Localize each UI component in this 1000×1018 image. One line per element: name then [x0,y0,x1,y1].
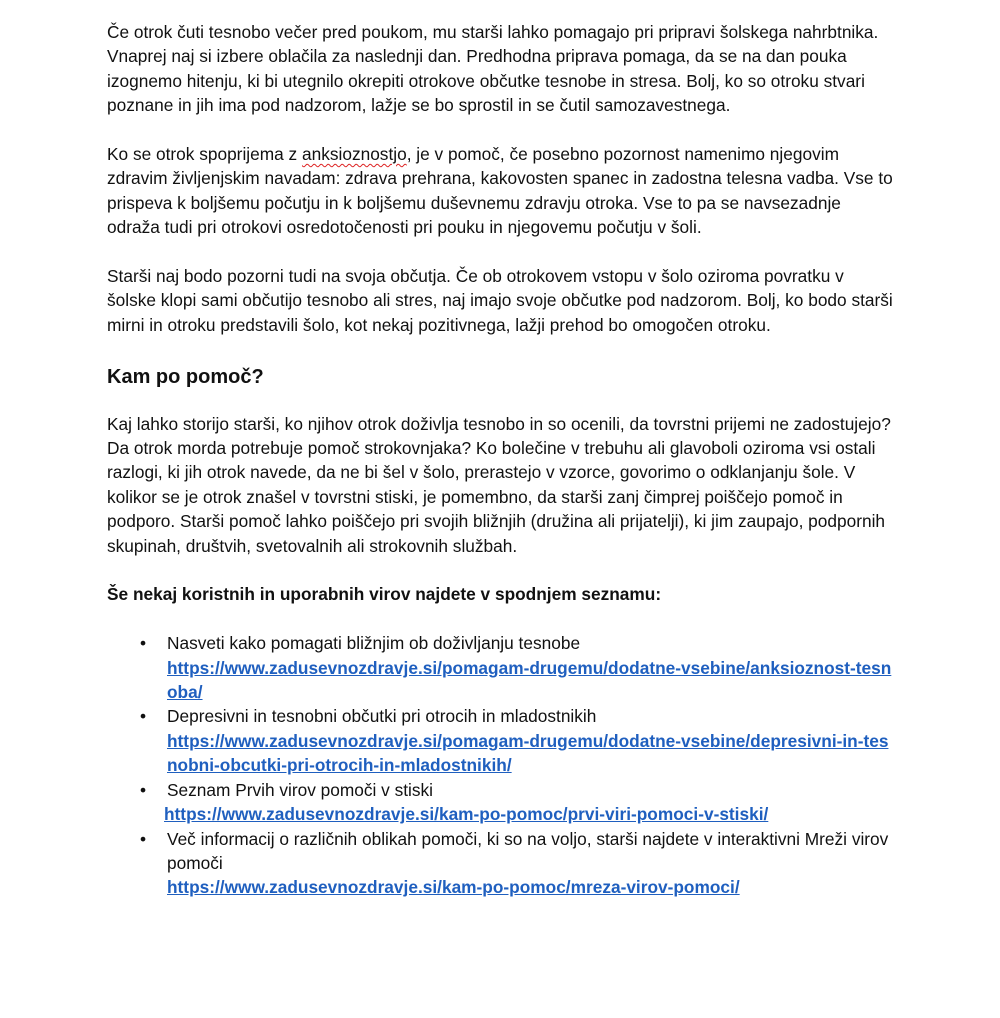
bullet-icon: • [139,828,147,849]
source-link[interactable]: https://www.zadusevnozdravje.si/kam-po-pomoc/mreza-virov-pomoci/ [167,877,740,898]
paragraph-parents-feelings: Starši naj bodo pozorni tudi na svoja občutja. Če ob otrokovem vstopu v šolo oziroma povratku v šolske klopi sami občutijo tesnobo ali stres, naj imajo svoje občutke pod nadzorom. Bolj, ko bodo starši mirni in otroku predstavili šolo, kot nekaj pozitivnega, lažji prehod bo omogočen otroku. [107,266,893,335]
list-item [107,778,897,827]
sources-list [107,631,897,899]
paragraph-healthy-habits [107,142,897,240]
bullet-icon: • [139,633,147,654]
section-heading: Kam po pomoč? [107,365,264,388]
paragraph-text: Ko se otrok spoprijema z [107,144,302,165]
source-link[interactable]: https://www.zadusevnozdravje.si/kam-po-pomoc/prvi-viri-pomoci-v-stiski/ [164,804,769,825]
list-item [107,827,897,900]
list-item [107,631,897,704]
bullet-icon: • [139,706,147,727]
source-description: Seznam Prvih virov pomoči v stiski [167,779,434,800]
sources-intro: Še nekaj koristnih in uporabnih virov najdete v spodnjem seznamu: [107,584,662,605]
paragraph-evening-preparation: Če otrok čuti tesnobo večer pred poukom, mu starši lahko pomagajo pri pripravi šolskega nahrbtnika. Vnaprej naj si izbere oblačila za naslednji dan. Predhodna priprava pomaga, da se na dan pouka izognemo hitenju, ki bi utegnilo okrepiti otrokove občutke tesnobe in stresa. Bolj, ko so otroku stvari poznane in jih ima pod nadzorom, lažje se bo sprostil in se čutil samozavestnega. [107,22,879,116]
bullet-icon: • [139,779,147,800]
paragraph-seeking-help: Kaj lahko storijo starši, ko njihov otrok doživlja tesnobo in so ocenili, da tovrstni prijemi ne zadostujejo? Da otrok morda potrebuje pomoč strokovnjaka? Ko bolečine v trebuhu ali glavoboli oziroma vsi ostali razlogi, ki jih otrok navede, da ne bi šel v šolo, prerastejo v vzorce, govorimo o odklanjanju šole. V kolikor se je otrok znašel v tovrstni stiski, je pomembno, da starši zanj čimprej poiščejo pomoč in podporo. Starši pomoč lahko poiščejo pri svojih bližnjih (družina ali prijatelji), ki jim zaupajo, podpornih skupinah, društvih, svetovalnih ali strokovnih službah. [107,413,891,556]
source-link[interactable]: https://www.zadusevnozdravje.si/pomagam-drugemu/dodatne-vsebine/anksioznost-tesnoba/ [167,657,892,703]
document-page [107,20,897,900]
source-description: Depresivni in tesnobni občutki pri otrocih in mladostnikih [167,706,597,727]
paragraph-text: , je v pomoč, če posebno pozornost namenimo njegovim zdravim življenjskim navadam: zdrava prehrana, kakovosten spanec in zadostna telesna vadba. Vse to prispeva k boljšemu počutju in k boljšemu duševnemu zdravju otroka. Vse to pa se navsezadnje odraža tudi pri otrokovi osredotočenosti pri pouku in njegovemu počutju v šoli. [107,144,893,238]
list-item [107,704,897,777]
source-link[interactable]: https://www.zadusevnozdravje.si/pomagam-drugemu/dodatne-vsebine/depresivni-in-tesnobni-obcutki-pri-otrocih-in-mladostnikih/ [167,730,889,776]
source-description: Več informacij o različnih oblikah pomoči, ki so na voljo, starši najdete v interaktivni Mreži virov pomoči [167,828,889,873]
source-description: Nasveti kako pomagati bližnjim ob doživljanju tesnobe [167,633,581,654]
spellcheck-flagged-word[interactable]: anksioznostjo [301,144,407,165]
